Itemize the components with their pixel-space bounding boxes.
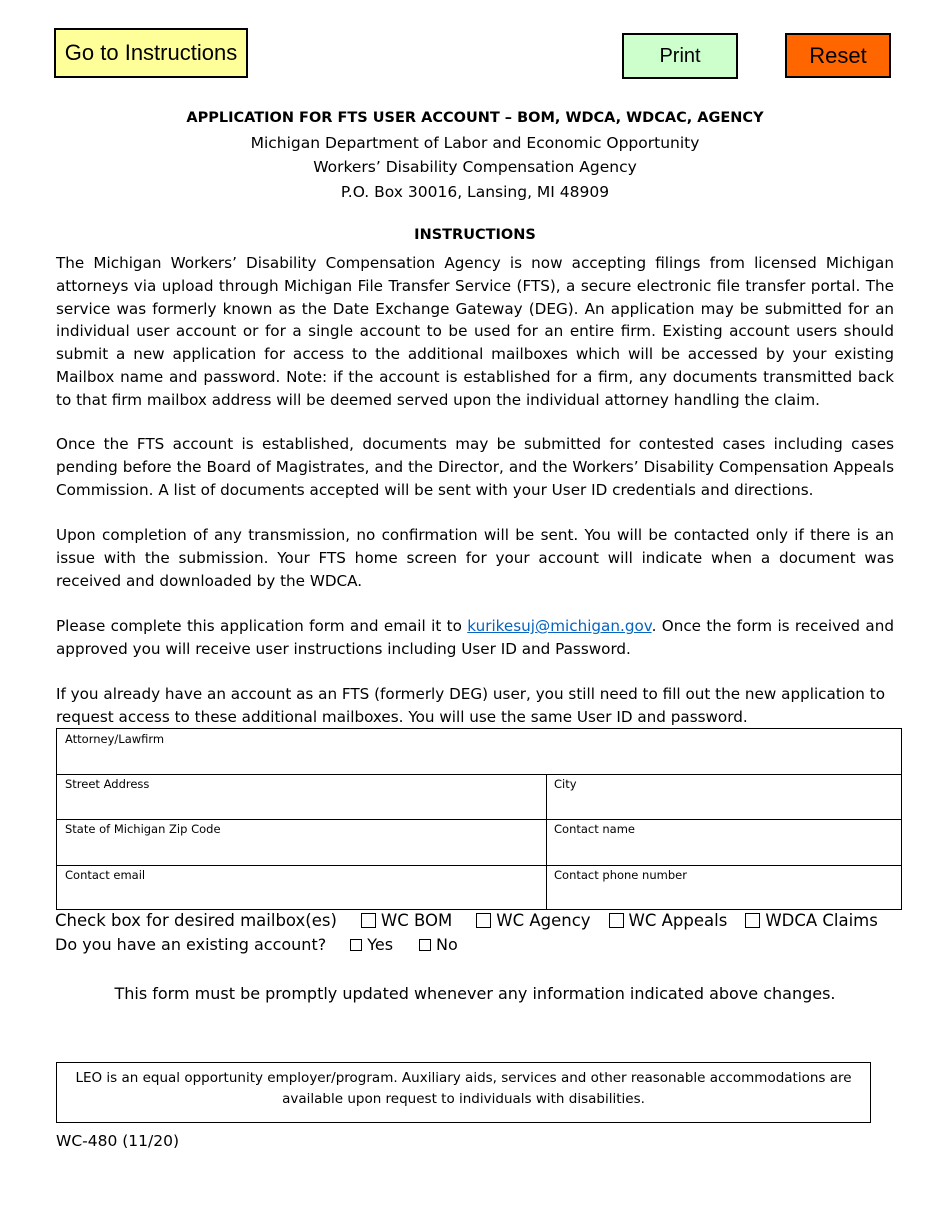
checkbox-wc-agency[interactable]: [476, 913, 491, 928]
update-notice: This form must be promptly updated whenever any information indicated above changes.: [114, 984, 836, 1003]
checkbox-no[interactable]: [419, 939, 431, 951]
agency-address: P.O. Box 30016, Lansing, MI 48909: [340, 182, 610, 201]
reset-button[interactable]: Reset: [785, 33, 891, 78]
mailbox-selection-row: [55, 911, 878, 930]
city-field[interactable]: [546, 774, 903, 819]
instructions-paragraph-3: Upon completion of any transmission, no confirmation will be sent. You will be contacted only if there is an issue with the submission. Your FTS home screen for your account will indicate when a document was received and downloaded by the WDCA.: [56, 526, 894, 590]
department-name: Michigan Department of Labor and Economic Opportunity: [250, 133, 700, 152]
instructions-paragraph-5: If you already have an account as an FTS (formerly DEG) user, you still need to fill out the new application to request access to these additional mailboxes. You will use the same User ID and password.: [56, 685, 885, 726]
agency-name: Workers’ Disability Compensation Agency: [313, 158, 637, 176]
wdca-claims-label: WDCA Claims: [765, 911, 878, 930]
contact-email-label: Contact email: [65, 868, 146, 882]
mailbox-option-wdca-claims[interactable]: [745, 911, 878, 930]
yes-label: Yes: [367, 935, 394, 954]
instructions-paragraph-4: [56, 615, 894, 661]
p4-text-before: Please complete this application form and email it to: [56, 617, 468, 635]
existing-account-label: Do you have an existing account?: [55, 935, 327, 954]
zip-code-label: State of Michigan Zip Code: [65, 822, 221, 836]
instructions-paragraph-2: Once the FTS account is established, documents may be submitted for contested cases including cases pending before the Board of Magistrates, and the Director, and the Workers’ Disability Compensation Appeals Commission. A list of documents accepted will be sent with your User ID credentials and directions.: [56, 435, 894, 499]
go-to-instructions-button[interactable]: Go to Instructions: [54, 28, 248, 78]
street-address-label: Street Address: [65, 777, 150, 791]
equal-opportunity-notice: LEO is an equal opportunity employer/program. Auxiliary aids, services and other reasonable accommodations are available upon request to individuals with disabilities.: [56, 1062, 871, 1123]
attorney-lawfirm-label: Attorney/Lawfirm: [65, 732, 165, 746]
form-title: APPLICATION FOR FTS USER ACCOUNT – BOM, WDCA, WDCAC, AGENCY: [186, 110, 764, 126]
zip-code-field[interactable]: [57, 819, 546, 865]
application-form-table: [56, 728, 902, 910]
mailbox-option-wc-appeals[interactable]: [609, 911, 728, 930]
mailbox-option-wc-agency[interactable]: [476, 911, 590, 930]
instructions-paragraph-1: The Michigan Workers’ Disability Compensation Agency is now accepting filings from licensed Michigan attorneys via upload through Michigan File Transfer Service (FTS), a secure electronic file transfer portal. The service was formerly known as the Date Exchange Gateway (DEG). An application may be submitted for an individual user account or for a single account to be used for an entire firm. Existing account users should submit a new application for access to the additional mailboxes which will be accessed by your existing Mailbox name and password. Note: if the account is established for a firm, any documents transmitted back to that firm mailbox address will be deemed served upon the individual attorney handling the claim.: [56, 254, 894, 409]
checkbox-wc-bom[interactable]: [361, 913, 376, 928]
street-address-field[interactable]: [57, 774, 546, 819]
contact-email-field[interactable]: [57, 865, 546, 910]
instructions-heading: INSTRUCTIONS: [414, 227, 536, 243]
existing-account-no-option[interactable]: [419, 935, 458, 954]
contact-name-field[interactable]: [546, 819, 903, 865]
print-button[interactable]: Print: [622, 33, 738, 79]
wc-bom-label: WC BOM: [380, 911, 453, 930]
mailbox-label: Check box for desired mailbox(es): [55, 911, 337, 930]
no-label: No: [436, 935, 458, 954]
contact-name-label: Contact name: [554, 822, 636, 836]
checkbox-wc-appeals[interactable]: [609, 913, 624, 928]
city-label: City: [554, 777, 577, 791]
mailbox-option-wc-bom[interactable]: [361, 911, 452, 930]
wc-appeals-label: WC Appeals: [628, 911, 728, 930]
attorney-lawfirm-field[interactable]: [57, 729, 903, 774]
form-header: [0, 106, 950, 204]
checkbox-yes[interactable]: [350, 939, 362, 951]
existing-account-yes-option[interactable]: [350, 935, 393, 954]
form-number: WC-480 (11/20): [56, 1132, 180, 1150]
contact-phone-label: Contact phone number: [554, 868, 687, 882]
p4-text-after: . Once the form is received and approved you will receive user instructions including User ID and Password.: [56, 617, 895, 658]
email-link[interactable]: kurikesuj@michigan.gov: [467, 617, 652, 635]
existing-account-row: [55, 935, 458, 954]
contact-phone-field[interactable]: [546, 865, 903, 910]
wc-agency-label: WC Agency: [496, 911, 591, 930]
checkbox-wdca-claims[interactable]: [745, 913, 760, 928]
